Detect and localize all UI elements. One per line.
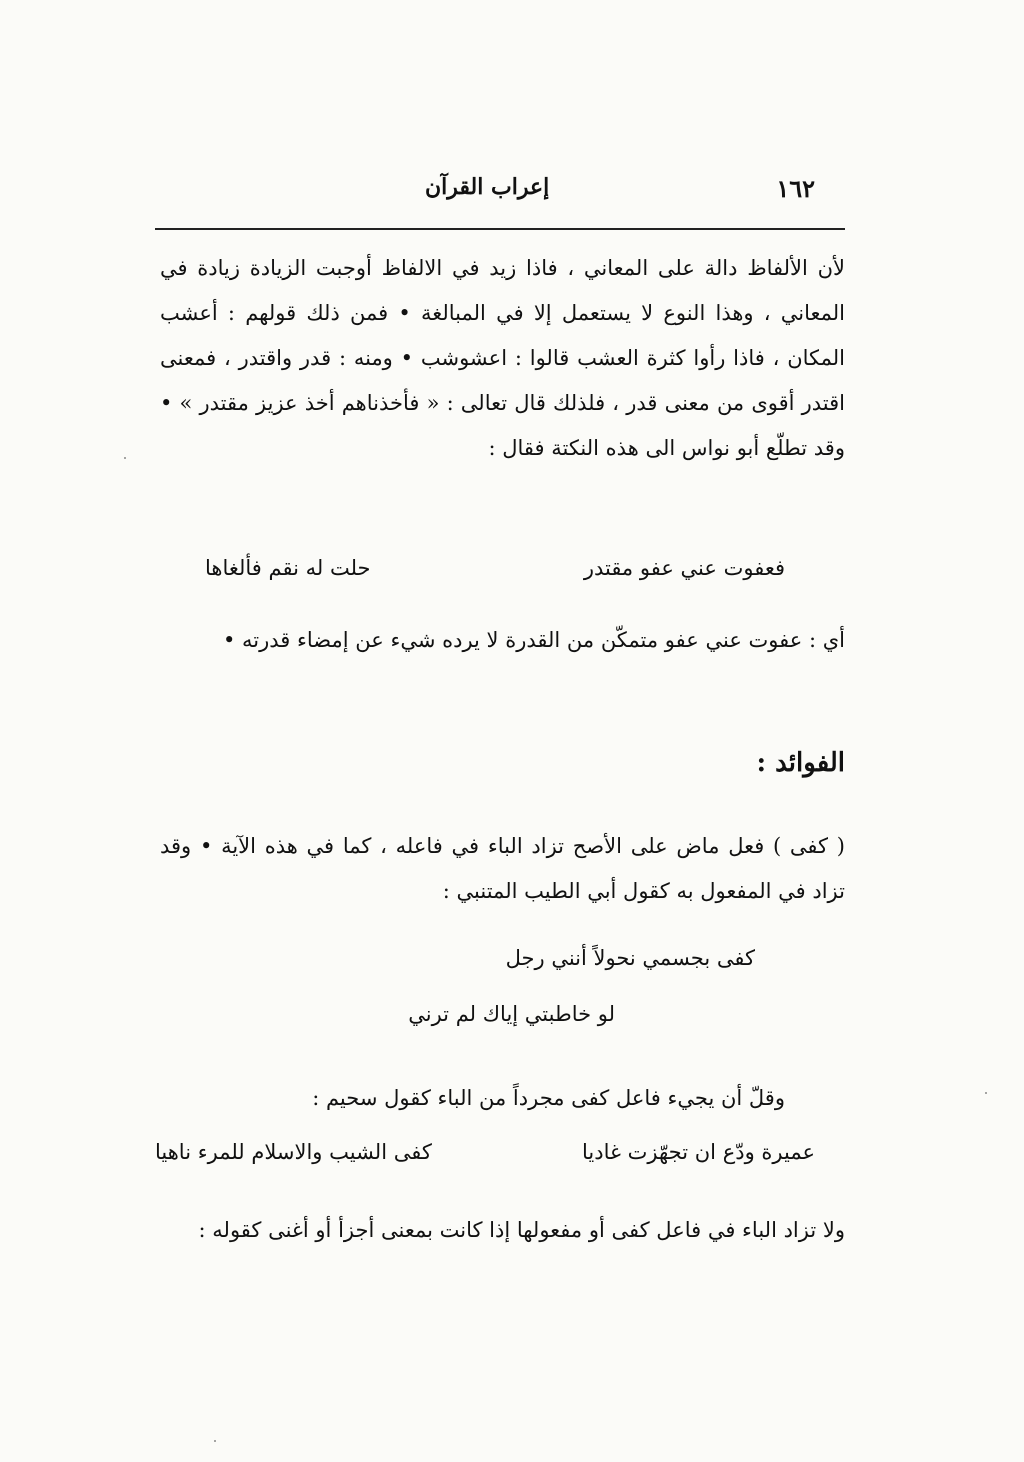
- verse-2-line-2: لو خاطبتي إياك لم ترني: [408, 1002, 615, 1026]
- header-rule: [155, 228, 845, 230]
- verse-1-second-hemistich: حلت له نقم فألغاها: [205, 556, 371, 580]
- running-title: إعراب القرآن: [425, 174, 550, 200]
- scan-speck: [985, 1092, 987, 1094]
- verse-2-line-1: كفى بجسمي نحولاً أنني رجل: [505, 946, 755, 970]
- verse-3: [155, 1140, 815, 1164]
- scan-speck: [124, 457, 126, 459]
- paragraph-2: أي : عفوت عني عفو متمكّن من القدرة لا يرده شيء عن إمضاء قدرته •: [222, 628, 845, 652]
- section-heading: الفوائد :: [756, 748, 845, 778]
- book-page: [155, 0, 845, 1462]
- paragraph-3: ( كفى ) فعل ماض على الأصح تزاد الباء في فاعله ، كما في هذه الآية • وقد تزاد في المفعول به كقول أبي الطيب المتنبي :: [160, 834, 845, 903]
- scan-speck: [214, 1440, 216, 1442]
- paragraph-5: ولا تزاد الباء في فاعل كفى أو مفعولها إذا كانت بمعنى أجزأ أو أغنى كقوله :: [198, 1218, 845, 1242]
- verse-3-first-hemistich: عميرة ودّع ان تجهّزت غاديا: [582, 1140, 815, 1164]
- verse-3-second-hemistich: كفى الشيب والاسلام للمرء ناهيا: [155, 1140, 432, 1164]
- paragraph-1: لأن الألفاظ دالة على المعاني ، فاذا زيد في الالفاظ أوجبت الزيادة زيادة في المعاني ، وهذا النوع لا يستعمل إلا في المبالغة • فمن ذلك قولهم : أعشب المكان ، فاذا رأوا كثرة العشب قالوا : اعشوشب • ومنه : قدر واقتدر ، فمعنى اقتدر أقوى من معنى قدر ، فلذلك قال تعالى : « فأخذناهم أخذ عزيز مقتدر » • وقد تطلّع أبو نواس الى هذه النكتة فقال :: [160, 256, 845, 460]
- paragraph-4: وقلّ أن يجيء فاعل كفى مجرداً من الباء كقول سحيم :: [312, 1086, 785, 1110]
- page-header: [155, 174, 845, 214]
- verse-1-first-hemistich: فعفوت عني عفو مقتدر: [583, 556, 785, 580]
- verse-1: [205, 556, 785, 580]
- page-number: ١٦٢: [776, 174, 815, 203]
